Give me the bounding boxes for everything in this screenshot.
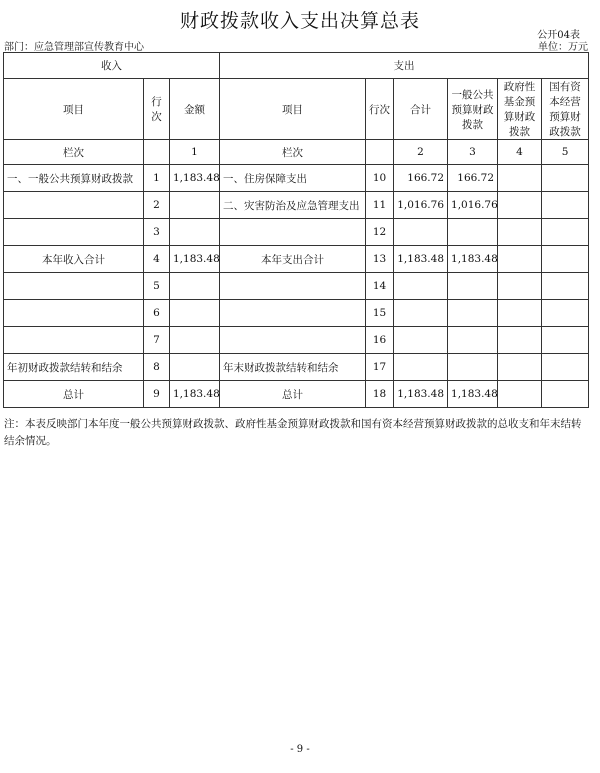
state-capital-amount	[542, 300, 589, 327]
income-item	[4, 300, 144, 327]
general-public-amount: 1,016.76	[448, 192, 498, 219]
income-line-no-header: 行次	[144, 79, 170, 140]
income-amount: 1,183.48	[170, 381, 220, 408]
page-number: - 9 -	[290, 744, 310, 755]
gov-fund-amount	[498, 300, 542, 327]
total-amount: 1,183.48	[394, 246, 448, 273]
gov-fund-amount	[498, 165, 542, 192]
total-amount	[394, 354, 448, 381]
income-line-no: 8	[144, 354, 170, 381]
table-row	[4, 354, 589, 381]
expense-line-no: 12	[366, 219, 394, 246]
state-capital-amount	[542, 327, 589, 354]
expense-line-no: 10	[366, 165, 394, 192]
expense-item	[220, 327, 366, 354]
general-public-amount: 1,183.48	[448, 381, 498, 408]
column-no-3: 3	[448, 140, 498, 165]
income-item: 总计	[4, 381, 144, 408]
total-amount	[394, 219, 448, 246]
gov-fund-header: 政府性基金预算财政拨款	[498, 79, 542, 140]
general-public-amount	[448, 300, 498, 327]
income-line-no: 2	[144, 192, 170, 219]
expense-item: 本年支出合计	[220, 246, 366, 273]
gov-fund-amount	[498, 192, 542, 219]
expense-line-no: 18	[366, 381, 394, 408]
income-line-no: 7	[144, 327, 170, 354]
expense-line-no: 17	[366, 354, 394, 381]
income-amount	[170, 219, 220, 246]
income-item	[4, 192, 144, 219]
column-no-label: 栏次	[220, 140, 366, 165]
expense-line-no: 15	[366, 300, 394, 327]
income-amount: 1,183.48	[170, 246, 220, 273]
state-capital-header: 国有资本经营预算财政拨款	[542, 79, 589, 140]
income-amount	[170, 300, 220, 327]
income-line-no: 5	[144, 273, 170, 300]
form-number: 公开04表	[537, 30, 580, 41]
total-amount: 166.72	[394, 165, 448, 192]
table-cell	[366, 140, 394, 165]
expense-item	[220, 219, 366, 246]
general-public-amount: 1,183.48	[448, 246, 498, 273]
gov-fund-amount	[498, 327, 542, 354]
unit-label: 单位：万元	[538, 42, 588, 53]
column-no-2: 2	[394, 140, 448, 165]
table-row	[4, 165, 589, 192]
state-capital-amount	[542, 192, 589, 219]
gov-fund-amount	[498, 381, 542, 408]
gov-fund-amount	[498, 246, 542, 273]
gov-fund-amount	[498, 219, 542, 246]
table-cell	[144, 140, 170, 165]
total-amount: 1,183.48	[394, 381, 448, 408]
table-row	[4, 219, 589, 246]
expense-item-header: 项目	[220, 79, 366, 140]
table-row	[4, 381, 589, 408]
total-amount	[394, 273, 448, 300]
general-public-amount: 166.72	[448, 165, 498, 192]
income-header: 收入	[4, 53, 220, 79]
income-line-no: 9	[144, 381, 170, 408]
state-capital-amount	[542, 165, 589, 192]
income-line-no: 6	[144, 300, 170, 327]
general-public-amount	[448, 327, 498, 354]
state-capital-amount	[542, 381, 589, 408]
expense-line-no: 14	[366, 273, 394, 300]
general-public-header: 一般公共预算财政拨款	[448, 79, 498, 140]
column-no-1: 1	[170, 140, 220, 165]
total-amount: 1,016.76	[394, 192, 448, 219]
state-capital-amount	[542, 219, 589, 246]
state-capital-amount	[542, 354, 589, 381]
gov-fund-amount	[498, 354, 542, 381]
expense-item: 总计	[220, 381, 366, 408]
expense-item	[220, 273, 366, 300]
income-item: 本年收入合计	[4, 246, 144, 273]
income-amount	[170, 192, 220, 219]
income-item	[4, 273, 144, 300]
income-item: 年初财政拨款结转和结余	[4, 354, 144, 381]
expense-line-no: 16	[366, 327, 394, 354]
income-item	[4, 327, 144, 354]
state-capital-amount	[542, 246, 589, 273]
general-public-amount	[448, 273, 498, 300]
table-row	[4, 192, 589, 219]
total-header: 合计	[394, 79, 448, 140]
income-amount	[170, 327, 220, 354]
budget-summary-table	[3, 52, 589, 408]
state-capital-amount	[542, 273, 589, 300]
total-amount	[394, 300, 448, 327]
income-amount: 1,183.48	[170, 165, 220, 192]
expense-item: 一、住房保障支出	[220, 165, 366, 192]
expense-line-no: 13	[366, 246, 394, 273]
general-public-amount	[448, 354, 498, 381]
gov-fund-amount	[498, 273, 542, 300]
income-line-no: 4	[144, 246, 170, 273]
expense-item: 年末财政拨款结转和结余	[220, 354, 366, 381]
income-amount-header: 金额	[170, 79, 220, 140]
table-row	[4, 300, 589, 327]
column-no-label: 栏次	[4, 140, 144, 165]
general-public-amount	[448, 219, 498, 246]
expense-header: 支出	[220, 53, 589, 79]
income-amount	[170, 354, 220, 381]
column-no-5: 5	[542, 140, 589, 165]
column-no-4: 4	[498, 140, 542, 165]
total-amount	[394, 327, 448, 354]
table-row	[4, 273, 589, 300]
expense-item: 二、灾害防治及应急管理支出	[220, 192, 366, 219]
income-item-header: 项目	[4, 79, 144, 140]
table-row	[4, 246, 589, 273]
income-item	[4, 219, 144, 246]
income-line-no: 1	[144, 165, 170, 192]
expense-line-no-header: 行次	[366, 79, 394, 140]
income-line-no: 3	[144, 219, 170, 246]
table-row	[4, 327, 589, 354]
page-title: 财政拨款收入支出决算总表	[179, 10, 420, 32]
department-label: 部门：应急管理部宣传教育中心	[4, 42, 144, 53]
income-item: 一、一般公共预算财政拨款	[4, 165, 144, 192]
table-note: 注：本表反映部门本年度一般公共预算财政拨款、政府性基金预算财政拨款和国有资本经营预算财政拨款的总收支和年末结转结余情况。	[4, 418, 582, 447]
income-amount	[170, 273, 220, 300]
expense-line-no: 11	[366, 192, 394, 219]
expense-item	[220, 300, 366, 327]
